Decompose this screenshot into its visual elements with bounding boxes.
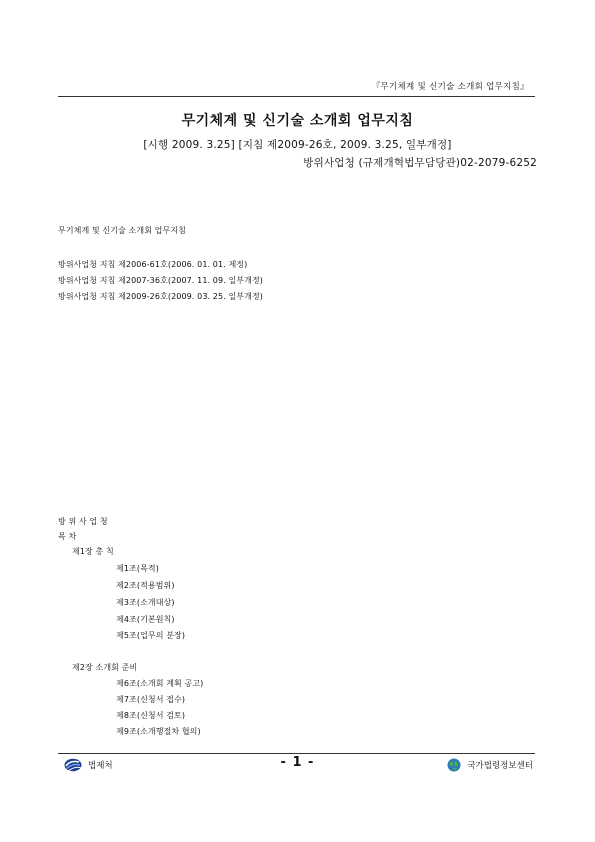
history-line: 방위사업청 지침 제2007-36호(2007. 11. 09. 일부개정) bbox=[58, 276, 263, 285]
document-title: 무기체계 및 신기술 소개회 업무지침 bbox=[181, 113, 414, 129]
document-name: 무기체계 및 신기술 소개회 업무지침 bbox=[58, 226, 186, 235]
toc-chapter: 제2장 소개회 준비 bbox=[72, 663, 138, 672]
toc-article: 제5조(업무의 분장) bbox=[116, 631, 186, 640]
toc-heading: 목 차 bbox=[58, 532, 77, 541]
toc-article: 제2조(적용범위) bbox=[116, 581, 175, 590]
toc-article: 제7조(신청서 접수) bbox=[116, 695, 186, 704]
running-header: 『무기체계 및 신기술 소개회 업무지침』 bbox=[371, 82, 529, 92]
footer-rule bbox=[58, 753, 535, 754]
toc-chapter: 제1장 총 칙 bbox=[72, 547, 114, 556]
enactment-info: [시행 2009. 3.25] [지침 제2009-26호, 2009. 3.25, 일부개정] bbox=[143, 139, 452, 151]
toc-article: 제8조(신청서 검토) bbox=[116, 711, 186, 720]
agency-name: 방 위 사 업 청 bbox=[58, 517, 108, 526]
history-line: 방위사업청 지침 제2006-61호(2006. 01. 01. 제정) bbox=[58, 260, 248, 269]
footer-left-label: 법제처 bbox=[88, 761, 113, 771]
footer-right-label: 국가법령정보센터 bbox=[467, 761, 533, 771]
globe-logo-icon bbox=[447, 758, 461, 772]
history-line: 방위사업청 지침 제2009-26호(2009. 03. 25. 일부개정) bbox=[58, 292, 263, 301]
toc-article: 제9조(소개행절차 협의) bbox=[116, 727, 201, 736]
issuer-info: 방위사업청 (규제개혁법무담당관)02-2079-6252 bbox=[303, 157, 537, 169]
toc-article: 제3조(소개대상) bbox=[116, 598, 175, 607]
toc-article: 제6조(소개회 계획 공고) bbox=[116, 679, 204, 688]
header-rule bbox=[58, 96, 535, 97]
toc-article: 제4조(기본원칙) bbox=[116, 615, 175, 624]
footer-right bbox=[447, 758, 533, 772]
page-number: - 1 - bbox=[280, 755, 315, 770]
toc-article: 제1조(목적) bbox=[116, 564, 159, 573]
